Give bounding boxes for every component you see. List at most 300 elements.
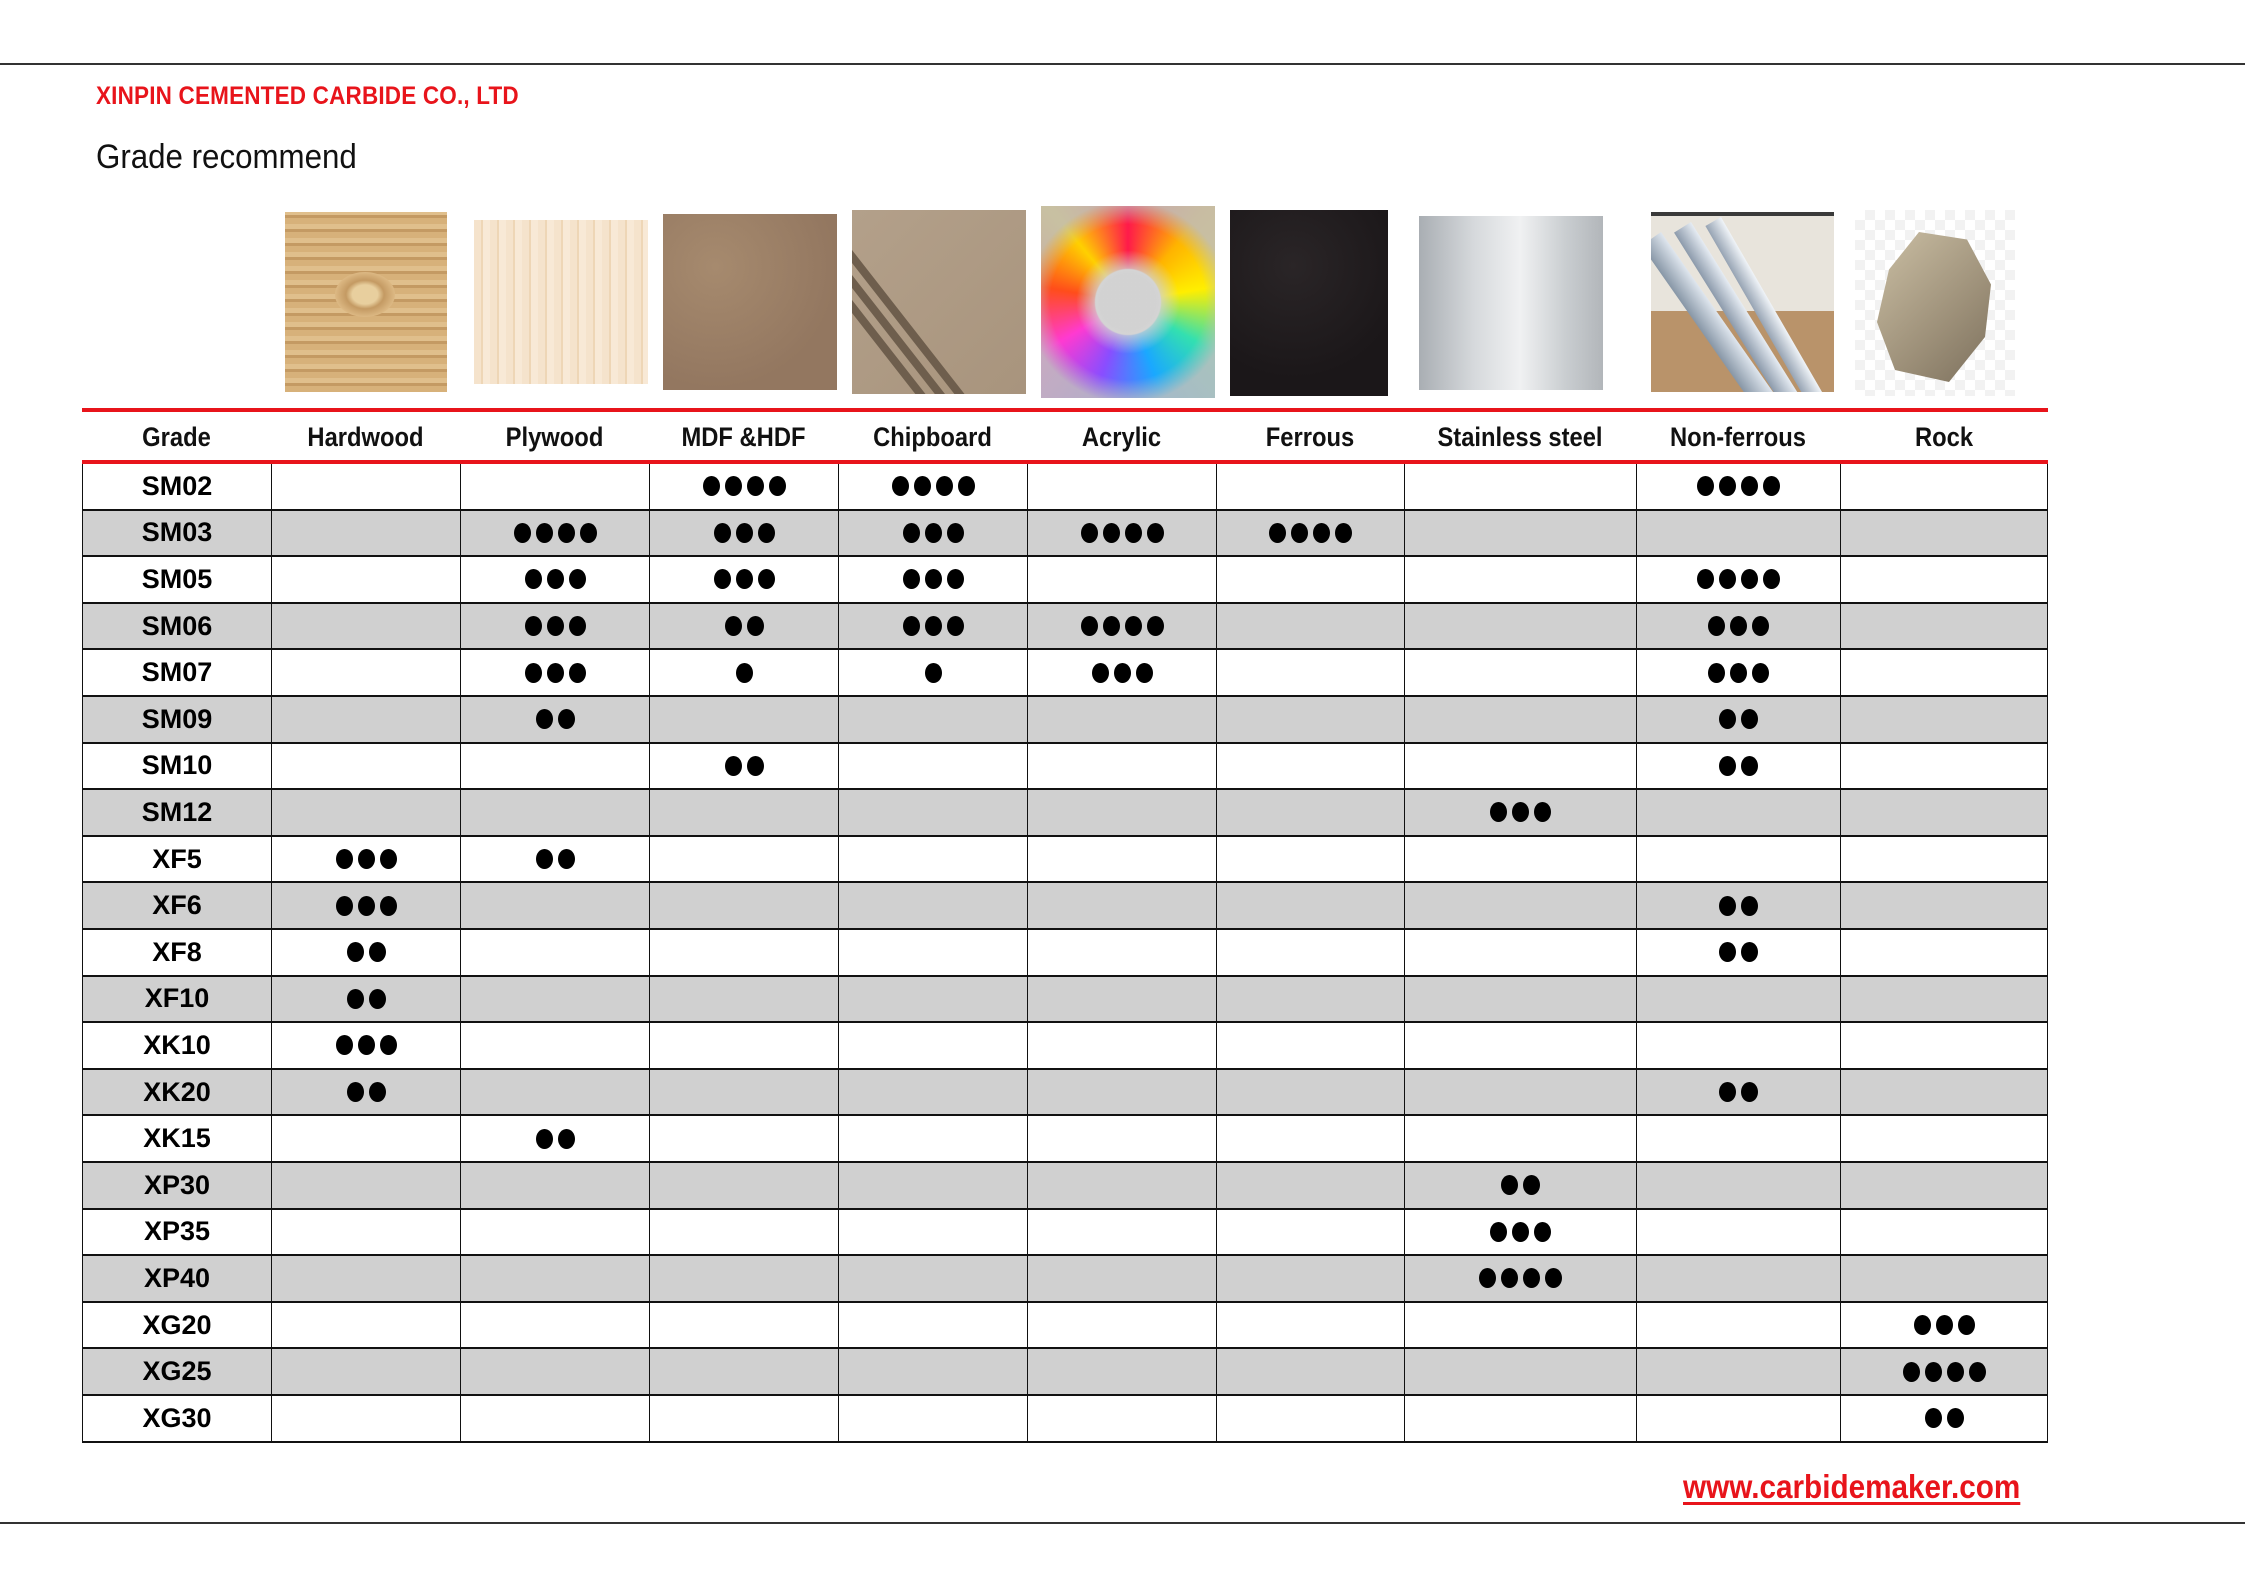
hardwood-image xyxy=(285,212,447,392)
rating-cell xyxy=(1216,790,1404,835)
table-row xyxy=(82,1023,2048,1070)
rating-cell xyxy=(1404,1210,1636,1255)
rating-cell xyxy=(1404,1070,1636,1115)
rating-cell xyxy=(838,1256,1027,1301)
rating-cell xyxy=(1404,1396,1636,1441)
rating-cell xyxy=(1840,1023,2048,1068)
rating-cell xyxy=(1216,977,1404,1022)
rating-dot-icon xyxy=(1081,616,1098,636)
rating-dot-icon xyxy=(1697,569,1714,589)
table-row xyxy=(82,1116,2048,1163)
rating-dots xyxy=(1697,569,1780,589)
rating-cell xyxy=(1027,1070,1216,1115)
rating-dots xyxy=(1719,896,1758,916)
column-header-non-ferrous: Non-ferrous xyxy=(1670,422,1806,452)
rating-cell xyxy=(1840,1116,2048,1161)
rating-dot-icon xyxy=(903,616,920,636)
table-row xyxy=(82,1303,2048,1350)
rating-cell xyxy=(1027,1163,1216,1208)
rating-dot-icon xyxy=(1719,569,1736,589)
grade-cell: XK20 xyxy=(82,1070,271,1115)
rating-cell xyxy=(460,1163,649,1208)
rating-cell xyxy=(838,744,1027,789)
rating-cell xyxy=(460,1210,649,1255)
rating-dots xyxy=(1708,663,1769,683)
rating-cell xyxy=(1840,1210,2048,1255)
rating-dot-icon xyxy=(1708,616,1725,636)
grade-cell: XK15 xyxy=(82,1116,271,1161)
rating-dots xyxy=(347,942,386,962)
rating-cell xyxy=(1216,1303,1404,1348)
rating-cell xyxy=(838,697,1027,742)
rating-dot-icon xyxy=(1741,896,1758,916)
column-header-plywood: Plywood xyxy=(505,422,604,452)
rating-dot-icon xyxy=(1925,1408,1942,1428)
rating-cell xyxy=(1840,1396,2048,1441)
rating-dot-icon xyxy=(1269,523,1286,543)
rating-dots xyxy=(1697,476,1780,496)
rating-dots xyxy=(1490,802,1551,822)
rating-cell xyxy=(838,557,1027,602)
column-header-chipboard: Chipboard xyxy=(873,422,992,452)
rating-dots xyxy=(1092,663,1153,683)
stainless-steel-image xyxy=(1419,216,1603,390)
column-header-grade: Grade xyxy=(142,422,211,452)
rating-cell xyxy=(1027,697,1216,742)
rating-dot-icon xyxy=(358,1035,375,1055)
rating-cell xyxy=(1027,650,1216,695)
rating-cell xyxy=(271,1163,460,1208)
rating-cell xyxy=(1636,1070,1840,1115)
rating-cell xyxy=(1404,744,1636,789)
rating-dots xyxy=(1903,1362,1986,1382)
rating-cell xyxy=(1636,1256,1840,1301)
rating-dot-icon xyxy=(1534,1222,1551,1242)
rating-dot-icon xyxy=(1335,523,1352,543)
rating-cell xyxy=(1216,744,1404,789)
grade-cell: XF6 xyxy=(82,883,271,928)
rating-cell xyxy=(1840,790,2048,835)
rating-dot-icon xyxy=(536,849,553,869)
rating-cell xyxy=(1636,511,1840,556)
rating-dot-icon xyxy=(1136,663,1153,683)
rating-dot-icon xyxy=(703,476,720,496)
rating-cell xyxy=(1840,697,2048,742)
rating-dot-icon xyxy=(1969,1362,1986,1382)
grade-cell: SM05 xyxy=(82,557,271,602)
rating-dot-icon xyxy=(1708,663,1725,683)
rating-cell xyxy=(271,790,460,835)
rating-cell xyxy=(1027,977,1216,1022)
rating-cell xyxy=(1216,1396,1404,1441)
rating-cell xyxy=(649,1163,838,1208)
rating-dot-icon xyxy=(1741,476,1758,496)
rating-cell xyxy=(649,697,838,742)
rating-dot-icon xyxy=(725,616,742,636)
rating-cell xyxy=(1216,1116,1404,1161)
rating-cell xyxy=(1636,1023,1840,1068)
rating-dot-icon xyxy=(514,523,531,543)
column-header-acrylic: Acrylic xyxy=(1081,422,1162,452)
rating-cell xyxy=(1404,1349,1636,1394)
rating-dot-icon xyxy=(547,569,564,589)
rating-cell xyxy=(1840,650,2048,695)
rating-cell xyxy=(1636,1396,1840,1441)
column-header-rock: Rock xyxy=(1914,422,1974,452)
rating-cell xyxy=(1404,464,1636,509)
rating-dot-icon xyxy=(1741,569,1758,589)
rating-dot-icon xyxy=(1903,1362,1920,1382)
bottom-divider xyxy=(0,1522,2245,1524)
rating-dot-icon xyxy=(736,523,753,543)
rating-cell xyxy=(1636,1303,1840,1348)
rating-cell xyxy=(460,464,649,509)
rating-dot-icon xyxy=(1114,663,1131,683)
rating-dot-icon xyxy=(1092,663,1109,683)
table-row xyxy=(82,1349,2048,1396)
website-link[interactable]: www.carbidemaker.com xyxy=(1683,1468,2021,1505)
rating-cell xyxy=(649,837,838,882)
rating-dot-icon xyxy=(569,569,586,589)
table-row xyxy=(82,1396,2048,1443)
grade-cell: XK10 xyxy=(82,1023,271,1068)
rating-dot-icon xyxy=(1125,523,1142,543)
rating-dot-icon xyxy=(1512,802,1529,822)
rating-dot-icon xyxy=(1523,1268,1540,1288)
rating-cell xyxy=(1404,1256,1636,1301)
grade-cell: XG30 xyxy=(82,1396,271,1441)
rating-cell xyxy=(838,930,1027,975)
rating-dot-icon xyxy=(714,569,731,589)
rating-dot-icon xyxy=(925,523,942,543)
rating-dot-icon xyxy=(336,1035,353,1055)
rating-cell xyxy=(1404,511,1636,556)
rating-cell xyxy=(649,1349,838,1394)
rating-cell xyxy=(649,930,838,975)
rating-cell xyxy=(1027,930,1216,975)
rating-cell xyxy=(1216,511,1404,556)
rating-cell xyxy=(838,883,1027,928)
rating-cell xyxy=(649,977,838,1022)
rating-cell xyxy=(271,883,460,928)
rating-dot-icon xyxy=(1936,1315,1953,1335)
rating-dot-icon xyxy=(1719,1082,1736,1102)
grade-cell: SM02 xyxy=(82,464,271,509)
rating-dot-icon xyxy=(947,616,964,636)
rating-dot-icon xyxy=(347,989,364,1009)
rating-dot-icon xyxy=(525,569,542,589)
rating-dot-icon xyxy=(1741,942,1758,962)
rating-dot-icon xyxy=(892,476,909,496)
rating-cell xyxy=(1216,1163,1404,1208)
rating-cell xyxy=(838,511,1027,556)
rating-cell xyxy=(1404,1163,1636,1208)
rating-dot-icon xyxy=(1719,709,1736,729)
rating-cell xyxy=(271,1070,460,1115)
grade-cell: SM03 xyxy=(82,511,271,556)
grade-cell: SM12 xyxy=(82,790,271,835)
rating-dot-icon xyxy=(358,849,375,869)
rating-dot-icon xyxy=(769,476,786,496)
rating-dot-icon xyxy=(1313,523,1330,543)
rating-dot-icon xyxy=(369,942,386,962)
rating-cell xyxy=(1404,697,1636,742)
rating-dot-icon xyxy=(1697,476,1714,496)
rating-cell xyxy=(1636,604,1840,649)
rating-cell xyxy=(1216,1070,1404,1115)
rating-dots xyxy=(1925,1408,1964,1428)
rating-dots xyxy=(347,989,386,1009)
rating-cell xyxy=(271,464,460,509)
rating-cell xyxy=(271,930,460,975)
rating-dot-icon xyxy=(1947,1362,1964,1382)
rating-cell xyxy=(1840,837,2048,882)
rating-dots xyxy=(903,569,964,589)
rating-cell xyxy=(1216,883,1404,928)
rating-dots xyxy=(1719,756,1758,776)
rating-dot-icon xyxy=(536,1129,553,1149)
rating-cell xyxy=(1216,464,1404,509)
rating-cell xyxy=(649,650,838,695)
rating-cell xyxy=(1840,977,2048,1022)
rating-dot-icon xyxy=(558,849,575,869)
rating-dot-icon xyxy=(1730,663,1747,683)
rating-dot-icon xyxy=(925,663,942,683)
rating-cell xyxy=(1404,837,1636,882)
rating-dots xyxy=(536,849,575,869)
rating-cell xyxy=(271,697,460,742)
rating-cell xyxy=(649,744,838,789)
rating-cell xyxy=(1027,790,1216,835)
rating-cell xyxy=(649,1256,838,1301)
rating-cell xyxy=(838,650,1027,695)
rating-dots xyxy=(1708,616,1769,636)
rating-dots xyxy=(714,523,775,543)
rating-dots xyxy=(1490,1222,1551,1242)
rating-dot-icon xyxy=(747,616,764,636)
rating-dot-icon xyxy=(558,1129,575,1149)
rating-dot-icon xyxy=(947,523,964,543)
rating-cell xyxy=(649,790,838,835)
rating-cell xyxy=(1404,977,1636,1022)
rating-cell xyxy=(1636,837,1840,882)
rock-image xyxy=(1855,210,2015,396)
rating-cell xyxy=(1216,837,1404,882)
rating-cell xyxy=(1027,744,1216,789)
rating-cell xyxy=(1027,1396,1216,1441)
rating-cell xyxy=(838,977,1027,1022)
rating-dots xyxy=(1081,523,1164,543)
rating-cell xyxy=(1840,464,2048,509)
rating-dot-icon xyxy=(1719,476,1736,496)
rating-dots xyxy=(1501,1175,1540,1195)
rating-cell xyxy=(271,744,460,789)
rating-dot-icon xyxy=(725,476,742,496)
rating-cell xyxy=(1027,464,1216,509)
table-row xyxy=(82,1210,2048,1257)
rating-cell xyxy=(460,1070,649,1115)
column-header-ferrous: Ferrous xyxy=(1265,422,1355,452)
rating-dots xyxy=(347,1082,386,1102)
grade-cell: XF10 xyxy=(82,977,271,1022)
grade-cell: SM07 xyxy=(82,650,271,695)
rating-cell xyxy=(838,1396,1027,1441)
rating-cell xyxy=(1216,1210,1404,1255)
rating-dot-icon xyxy=(714,523,731,543)
rating-dots xyxy=(336,1035,397,1055)
rating-cell xyxy=(460,930,649,975)
rating-cell xyxy=(1027,1116,1216,1161)
rating-dot-icon xyxy=(1512,1222,1529,1242)
rating-cell xyxy=(838,837,1027,882)
rating-cell xyxy=(1636,744,1840,789)
rating-cell xyxy=(1404,1116,1636,1161)
rating-cell xyxy=(1027,837,1216,882)
rating-dot-icon xyxy=(1741,1082,1758,1102)
rating-cell xyxy=(271,977,460,1022)
rating-cell xyxy=(649,1023,838,1068)
rating-dot-icon xyxy=(747,476,764,496)
rating-dot-icon xyxy=(569,616,586,636)
rating-cell xyxy=(1636,1116,1840,1161)
rating-cell xyxy=(1404,790,1636,835)
rating-cell xyxy=(460,1349,649,1394)
rating-cell xyxy=(1216,557,1404,602)
rating-dot-icon xyxy=(1081,523,1098,543)
rating-dot-icon xyxy=(1501,1268,1518,1288)
rating-cell xyxy=(271,1256,460,1301)
rating-cell xyxy=(838,1023,1027,1068)
rating-dot-icon xyxy=(925,616,942,636)
rating-cell xyxy=(271,1023,460,1068)
rating-cell xyxy=(271,557,460,602)
table-row xyxy=(82,883,2048,930)
rating-dot-icon xyxy=(569,663,586,683)
rating-dot-icon xyxy=(558,523,575,543)
rating-cell xyxy=(1636,883,1840,928)
rating-cell xyxy=(649,464,838,509)
table-row xyxy=(82,604,2048,651)
rating-cell xyxy=(1840,1256,2048,1301)
rating-cell xyxy=(1027,557,1216,602)
table-row xyxy=(82,930,2048,977)
rating-dots xyxy=(925,663,942,683)
rating-cell xyxy=(460,1396,649,1441)
rating-cell xyxy=(1840,1303,2048,1348)
rating-cell xyxy=(1404,650,1636,695)
rating-dot-icon xyxy=(758,523,775,543)
rating-dots xyxy=(514,523,597,543)
rating-dots xyxy=(1081,616,1164,636)
rating-cell xyxy=(1404,604,1636,649)
rating-dot-icon xyxy=(380,896,397,916)
rating-dot-icon xyxy=(1291,523,1308,543)
rating-dot-icon xyxy=(547,663,564,683)
rating-cell xyxy=(649,1396,838,1441)
rating-dot-icon xyxy=(547,616,564,636)
company-name: XINPIN CEMENTED CARBIDE CO., LTD xyxy=(96,82,519,110)
rating-dot-icon xyxy=(1741,709,1758,729)
rating-dot-icon xyxy=(947,569,964,589)
rating-dot-icon xyxy=(336,849,353,869)
rating-cell xyxy=(1840,604,2048,649)
rating-cell xyxy=(271,1210,460,1255)
rating-cell xyxy=(271,604,460,649)
rating-cell xyxy=(1636,650,1840,695)
rating-dots xyxy=(725,756,764,776)
rating-cell xyxy=(649,604,838,649)
table-row xyxy=(82,650,2048,697)
rating-cell xyxy=(838,604,1027,649)
rating-cell xyxy=(1216,604,1404,649)
rating-dots xyxy=(725,616,764,636)
rating-dot-icon xyxy=(536,523,553,543)
rating-dots xyxy=(1914,1315,1975,1335)
grade-cell: XF5 xyxy=(82,837,271,882)
grade-cell: XF8 xyxy=(82,930,271,975)
rating-cell xyxy=(649,557,838,602)
rating-cell xyxy=(1027,1210,1216,1255)
table-row xyxy=(82,1256,2048,1303)
rating-dot-icon xyxy=(1147,523,1164,543)
rating-cell xyxy=(649,1210,838,1255)
rating-cell xyxy=(838,1210,1027,1255)
rating-dots xyxy=(703,476,786,496)
rating-dot-icon xyxy=(1763,569,1780,589)
rating-dots xyxy=(903,616,964,636)
rating-cell xyxy=(460,837,649,882)
rating-dot-icon xyxy=(525,616,542,636)
rating-cell xyxy=(271,650,460,695)
rating-dot-icon xyxy=(925,569,942,589)
mdf-image xyxy=(663,214,837,390)
rating-dot-icon xyxy=(725,756,742,776)
table-row xyxy=(82,511,2048,558)
rating-cell xyxy=(1636,790,1840,835)
rating-dot-icon xyxy=(958,476,975,496)
rating-cell xyxy=(1636,977,1840,1022)
rating-cell xyxy=(1216,697,1404,742)
rating-dots xyxy=(336,849,397,869)
rating-cell xyxy=(460,1303,649,1348)
rating-cell xyxy=(838,1303,1027,1348)
rating-cell xyxy=(1840,1070,2048,1115)
rating-cell xyxy=(1840,557,2048,602)
acrylic-image xyxy=(1041,206,1215,398)
rating-cell xyxy=(271,1349,460,1394)
rating-cell xyxy=(649,883,838,928)
rating-dots xyxy=(525,616,586,636)
table-row xyxy=(82,1163,2048,1210)
rating-dots xyxy=(536,709,575,729)
rating-cell xyxy=(1216,1023,1404,1068)
grade-cell: SM06 xyxy=(82,604,271,649)
rating-dot-icon xyxy=(347,942,364,962)
rating-cell xyxy=(460,604,649,649)
rating-dots xyxy=(1719,1082,1758,1102)
table-row xyxy=(82,1070,2048,1117)
rating-dot-icon xyxy=(1523,1175,1540,1195)
rating-cell xyxy=(1840,744,2048,789)
rating-cell xyxy=(271,1396,460,1441)
rating-cell xyxy=(838,1349,1027,1394)
rating-cell xyxy=(1840,930,2048,975)
rating-dots xyxy=(714,569,775,589)
ferrous-image xyxy=(1230,210,1388,396)
rating-dot-icon xyxy=(1719,942,1736,962)
rating-cell xyxy=(838,790,1027,835)
rating-cell xyxy=(460,511,649,556)
